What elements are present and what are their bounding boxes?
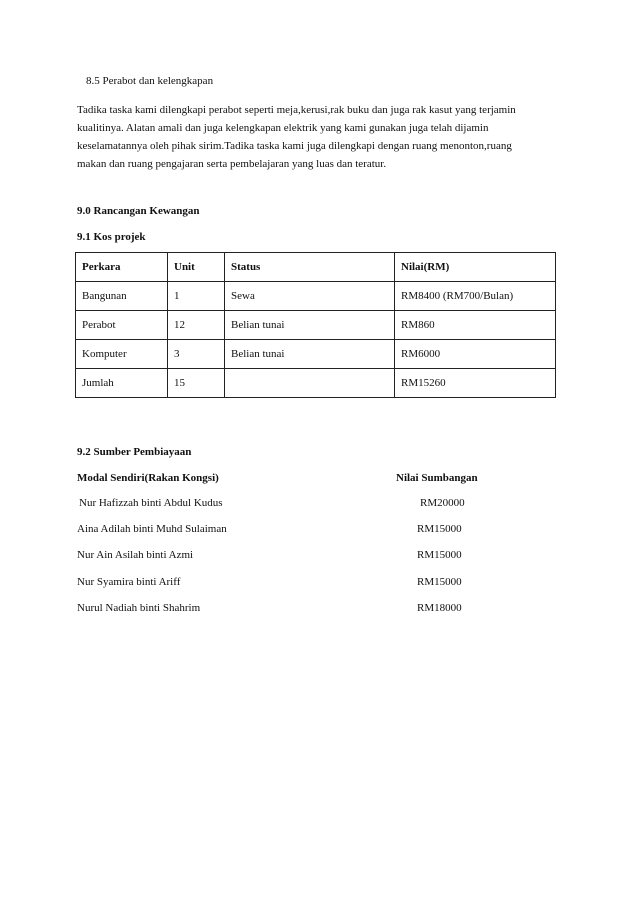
contributor-name: Nurul Nadiah binti Shahrim	[77, 602, 201, 614]
contributor-name: Aina Adilah binti Muhd Sulaiman	[77, 523, 227, 535]
contributor-value: RM18000	[417, 602, 462, 614]
table-cell: Perabot	[76, 311, 168, 340]
table-cell: 15	[168, 369, 225, 398]
column-header-perkara: Perkara	[76, 253, 168, 282]
table-row	[76, 311, 556, 340]
table-cell: RM8400 (RM700/Bulan)	[395, 282, 556, 311]
section-8-5-heading: 8.5 Perabot dan kelengkapan	[86, 75, 214, 87]
section-9-2-heading: 9.2 Sumber Pembiayaan	[77, 446, 192, 458]
contributor-value: RM15000	[417, 523, 462, 535]
paragraph-line: makan dan ruang pengajaran serta pembelajaran yang luas dan teratur.	[77, 158, 387, 170]
contributor-value: RM20000	[420, 497, 465, 509]
contributor-name: Nur Hafizzah binti Abdul Kudus	[79, 497, 223, 509]
table-cell: 3	[168, 340, 225, 369]
table-cell: Bangunan	[76, 282, 168, 311]
table-row	[76, 340, 556, 369]
contributor-name: Nur Ain Asilah binti Azmi	[77, 549, 194, 561]
table-cell: Belian tunai	[225, 311, 395, 340]
table-header-row	[76, 253, 556, 282]
contributor-value: RM15000	[417, 549, 462, 561]
paragraph-line: keselamatannya oleh pihak sirim.Tadika taska kami juga dilengkapi dengan ruang menonton,ruang	[77, 140, 512, 152]
section-9-1-heading: 9.1 Kos projek	[77, 231, 146, 243]
table-row-total	[76, 369, 556, 398]
column-header-unit: Unit	[168, 253, 225, 282]
paragraph-line: kualitinya. Alatan amali dan juga kelengkapan elektrik yang kami gunakan juga telah dijamin	[77, 122, 489, 134]
table-cell: 12	[168, 311, 225, 340]
column-header-nilai: Nilai(RM)	[395, 253, 556, 282]
contribution-value-heading: Nilai Sumbangan	[396, 472, 478, 484]
table-cell	[225, 369, 395, 398]
contributor-name: Nur Syamira binti Ariff	[77, 576, 181, 588]
table-cell: 1	[168, 282, 225, 311]
table-cell: RM860	[395, 311, 556, 340]
column-header-status: Status	[225, 253, 395, 282]
table-row	[76, 282, 556, 311]
table-cell: Komputer	[76, 340, 168, 369]
section-8-5-paragraph	[77, 101, 557, 173]
contributor-value: RM15000	[417, 576, 462, 588]
table-cell: Belian tunai	[225, 340, 395, 369]
section-9-0-heading: 9.0 Rancangan Kewangan	[77, 205, 200, 217]
table-cell: RM15260	[395, 369, 556, 398]
table-cell: RM6000	[395, 340, 556, 369]
table-cell: Sewa	[225, 282, 395, 311]
table-cell: Jumlah	[76, 369, 168, 398]
cost-table	[75, 252, 556, 398]
paragraph-line: Tadika taska kami dilengkapi perabot seperti meja,kerusi,rak buku dan juga rak kasut yang terjamin	[77, 104, 516, 116]
contributors-column-heading: Modal Sendiri(Rakan Kongsi)	[77, 472, 219, 484]
